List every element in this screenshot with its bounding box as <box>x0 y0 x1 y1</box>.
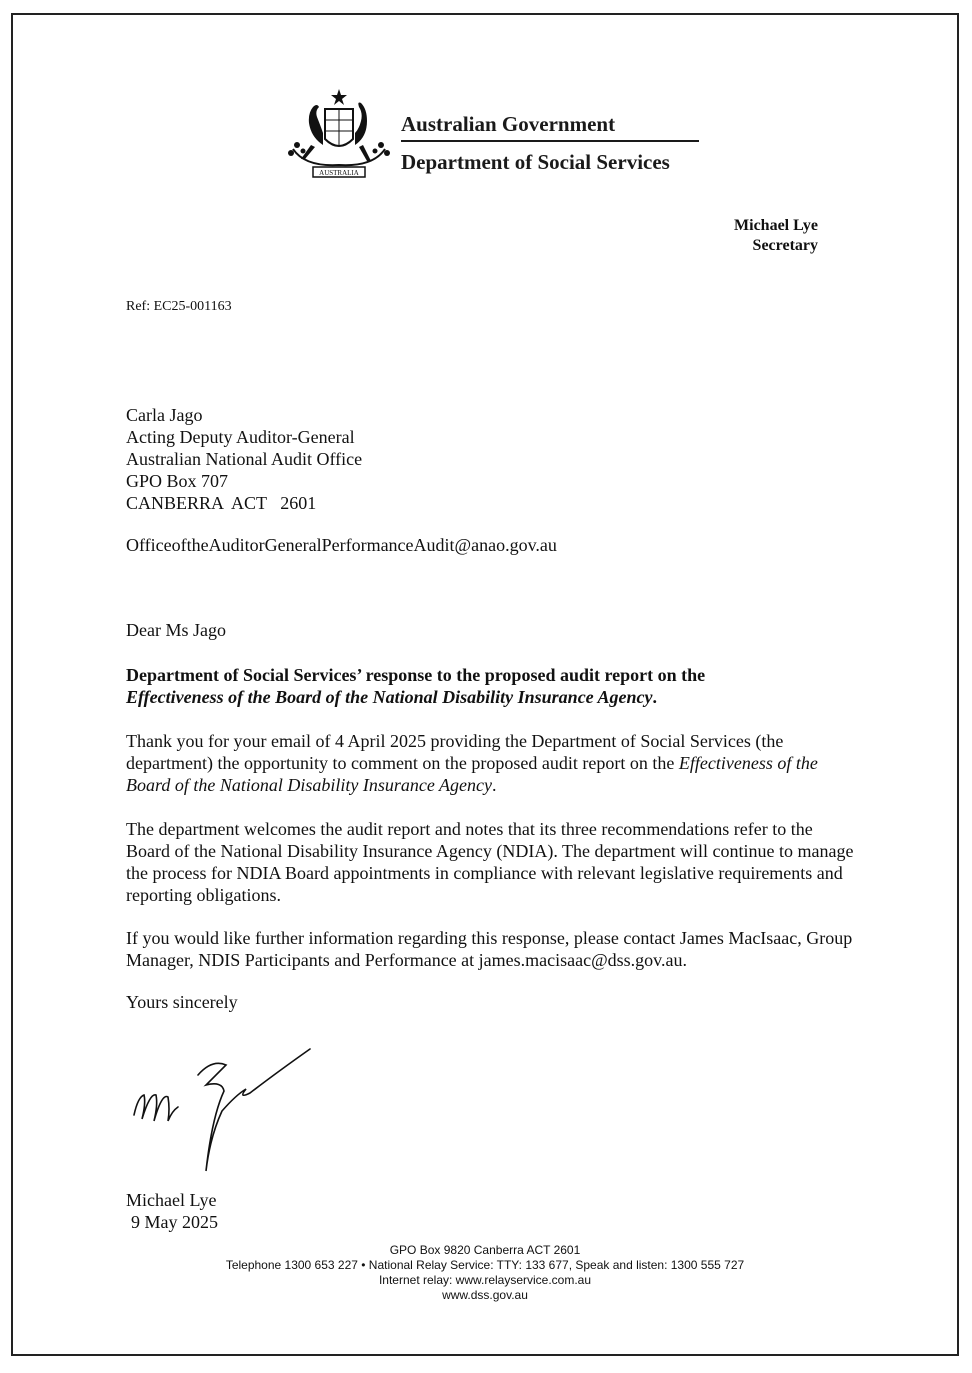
address-line: Australian National Audit Office <box>126 449 363 469</box>
address-line: GPO Box 707 <box>126 471 229 491</box>
subject-end: . <box>652 687 657 707</box>
closing: Yours sincerely <box>126 992 238 1012</box>
address-line: CANBERRA ACT 2601 <box>126 493 317 513</box>
footer-address: GPO Box 9820 Canberra ACT 2601 <box>389 1243 581 1257</box>
paragraph-1 <box>126 730 856 796</box>
header-divider <box>401 140 699 142</box>
government-title: Australian Government <box>401 112 616 136</box>
paragraph-1-end: . <box>491 775 497 795</box>
paragraph-1-report-title: Effectiveness of the Board of the National Disability Insurance Agency <box>126 753 818 795</box>
letter-date: 9 May 2025 <box>131 1212 218 1232</box>
salutation: Dear Ms Jago <box>126 620 226 640</box>
footer-relay-link[interactable]: Internet relay: www.relayservice.com.au <box>378 1273 592 1287</box>
letter-page <box>11 13 959 1356</box>
paragraph-2: The department welcomes the audit report and notes that its three recommendations refer to the Board of the National Disability Insurance Agency (NDIA). The department will continue to manage the process for NDIA Board appointments in compliance with relevant legislative requirements and reporting obligations. <box>126 819 854 905</box>
sender-block <box>734 216 818 256</box>
sender-title: Secretary <box>752 237 818 254</box>
letter-subject <box>126 664 846 708</box>
footer-phone: Telephone 1300 653 227 • National Relay Service: TTY: 133 677, Speak and listen: 1300 555 727 <box>225 1258 745 1272</box>
paragraph-1-text: Thank you for your email of 4 April 2025 providing the Department of Social Services (the department) the opportunity to comment on the proposed audit report on the <box>126 731 784 773</box>
crest-scroll-text: AUSTRALIA <box>319 169 359 177</box>
reference-number: Ref: EC25-001163 <box>126 299 232 314</box>
sender-name: Michael Lye <box>734 217 818 234</box>
recipient-address <box>126 404 362 514</box>
subject-report-title: Effectiveness of the Board of the National Disability Insurance Agency <box>126 687 653 707</box>
handwritten-signature <box>126 1037 326 1182</box>
address-line: Acting Deputy Auditor-General <box>126 427 355 447</box>
coat-of-arms-icon <box>275 87 403 185</box>
footer-website-link[interactable]: www.dss.gov.au <box>442 1288 528 1302</box>
address-line: Carla Jago <box>126 405 203 425</box>
subject-text: Department of Social Services’ response to the proposed audit report on the <box>126 665 706 685</box>
paragraph-3: If you would like further information regarding this response, please contact James MacIsaac, Group Manager, NDIS Participants and Performance at james.macisaac@dss.gov.au. <box>126 928 853 970</box>
letter-footer <box>13 1243 957 1303</box>
signatory-name: Michael Lye <box>126 1190 217 1210</box>
department-title: Department of Social Services <box>401 150 670 174</box>
recipient-email-link[interactable]: OfficeoftheAuditorGeneralPerformanceAudit@anao.gov.au <box>126 535 557 555</box>
